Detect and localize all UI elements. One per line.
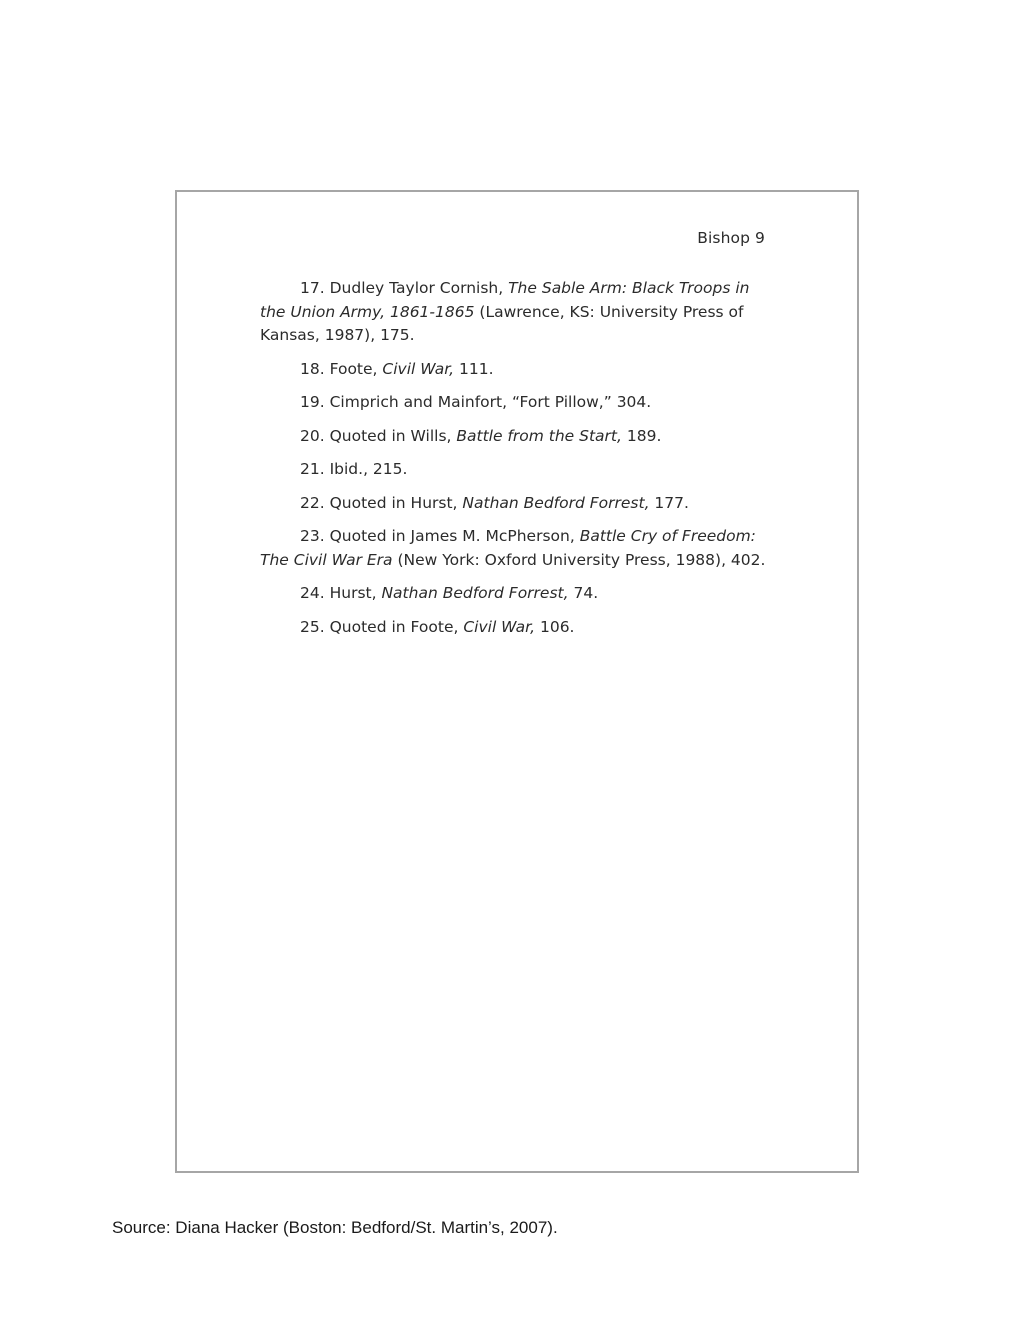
note-text: 189. [621,426,662,445]
note-text: 177. [649,493,689,512]
endnote [260,492,770,516]
note-title: Battle Cry of Freedom: The Civil War Era [260,527,756,569]
endnote [260,391,770,415]
note-number: 18. [300,359,325,378]
note-title: The Sable Arm: Black Troops in the Union Army, 1861-1865 [260,279,750,321]
note-text: Ibid., 215. [329,460,408,478]
endnotes-list [260,277,770,649]
note-text: Quoted in Hurst, [329,493,463,512]
note-text: 111. [454,359,494,378]
note-text: (New York: Oxford University Press, 1988), 402. [392,550,766,569]
note-text: Dudley Taylor Cornish, [329,279,509,297]
note-title: Civil War, [382,359,455,378]
note-text: Hurst, [329,584,382,602]
endnote [260,616,770,640]
note-number: 21. [300,460,325,478]
document-page [175,190,859,1173]
endnote [260,525,770,572]
note-number: 17. [300,279,325,297]
note-text: (Lawrence, KS: University Press of Kansas, 1987), 175. [260,302,744,344]
source-citation: Source: Diana Hacker (Boston: Bedford/St. Martin’s, 2007). [112,1218,558,1237]
note-number: 24. [300,584,325,602]
note-number: 25. [300,617,325,636]
endnote [260,425,770,449]
note-title: Nathan Bedford Forrest, [462,493,650,512]
note-number: 23. [300,527,325,545]
note-text: 106. [535,617,575,636]
note-text: 74. [568,584,599,602]
endnote [260,358,770,382]
endnote [260,277,770,348]
note-number: 22. [300,493,325,512]
note-text: Cimprich and Mainfort, “Fort Pillow,” 304. [329,393,652,411]
endnote [260,458,770,482]
note-text: Quoted in James M. McPherson, [329,527,580,545]
note-text: Quoted in Wills, [329,426,457,445]
note-number: 19. [300,393,325,411]
running-head: Bishop 9 [697,229,765,247]
note-title: Civil War, [463,617,536,636]
note-number: 20. [300,426,325,445]
note-text: Foote, [329,359,383,378]
note-title: Nathan Bedford Forrest, [381,584,569,602]
note-title: Battle from the Start, [456,426,622,445]
note-text: Quoted in Foote, [329,617,464,636]
endnote [260,582,770,606]
